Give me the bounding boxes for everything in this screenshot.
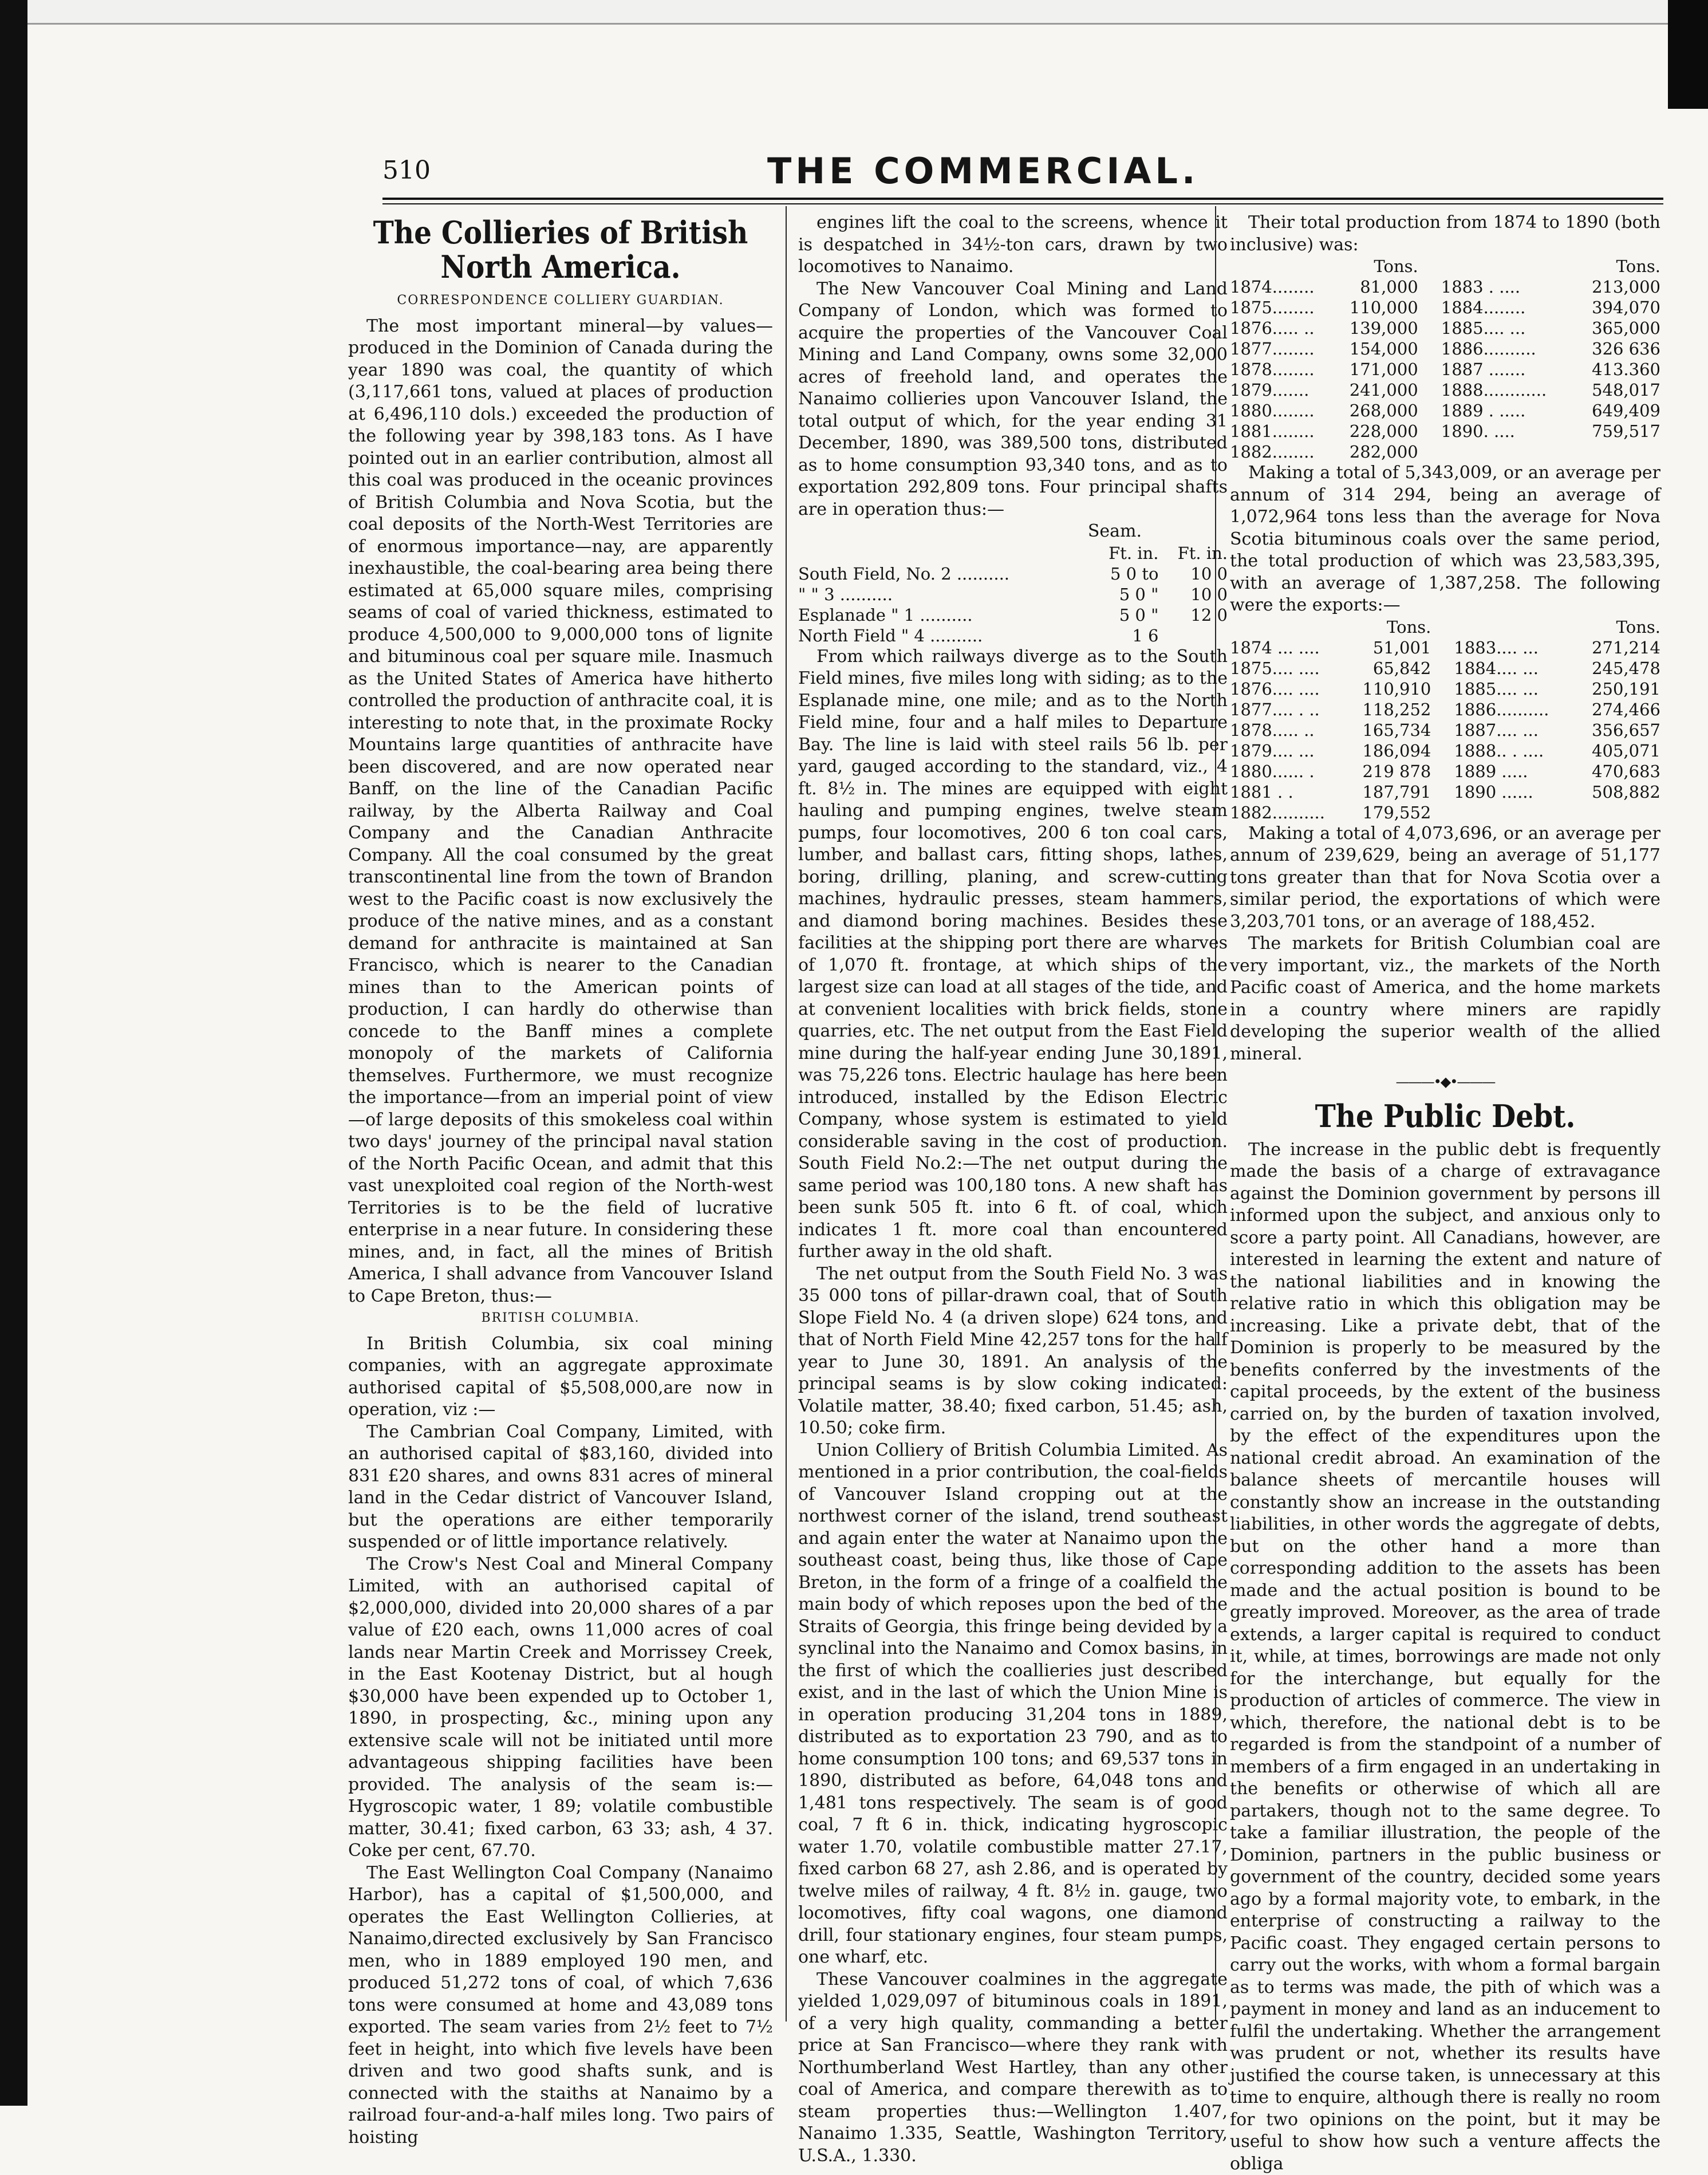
table-cell: 1874........ bbox=[1230, 277, 1334, 297]
table-cell: 171,000 bbox=[1334, 359, 1418, 380]
table-header: Tons. bbox=[1347, 617, 1431, 637]
scan-top-edge bbox=[27, 0, 1668, 25]
table-cell: 219 878 bbox=[1347, 761, 1431, 782]
table-header bbox=[1431, 617, 1576, 637]
table-row bbox=[1230, 761, 1660, 782]
table-row bbox=[1230, 359, 1660, 380]
section-ornament: ———•◆•——— bbox=[1230, 1071, 1660, 1093]
scan-left-edge bbox=[0, 0, 27, 2106]
table-header bbox=[798, 543, 1090, 564]
table-header bbox=[1230, 617, 1347, 637]
header-rule-thin bbox=[382, 203, 1663, 204]
table-cell: 1880...... . bbox=[1230, 761, 1347, 782]
table-cell: 1886.......... bbox=[1418, 338, 1576, 359]
table-row bbox=[1230, 297, 1660, 318]
header-rule-thick bbox=[382, 198, 1663, 200]
scan-right-edge bbox=[1668, 0, 1708, 109]
column-divider-1 bbox=[786, 206, 787, 2022]
table-cell: 110,000 bbox=[1334, 297, 1418, 318]
table-cell: 1887.... ... bbox=[1431, 720, 1576, 740]
table-cell: 1884.... ... bbox=[1431, 658, 1576, 679]
seam-table-caption: Seam. bbox=[798, 521, 1228, 543]
table-cell: 228,000 bbox=[1334, 421, 1418, 442]
table-row bbox=[798, 584, 1228, 605]
table-header-row bbox=[1230, 617, 1660, 637]
table-cell: 1878........ bbox=[1230, 359, 1334, 380]
table-row bbox=[798, 564, 1228, 584]
table-cell: 1879.... ... bbox=[1230, 740, 1347, 761]
paragraph: These Vancouver coalmines in the aggregate yielded 1,029,097 of bituminous coals in 1891, of a very high quality, commanding a better price at San Francisco—where they rank with Northumberland West Hartley, than any other coal of America, and compare therewith as to steam properties thus:—Wellington 1.407, Nanaimo 1.335, Seattle, Washington Territory, U.S.A., 1.330. bbox=[798, 1969, 1228, 2168]
table-cell: 759,517 bbox=[1576, 421, 1660, 442]
table-cell: 179,552 bbox=[1347, 802, 1431, 823]
table-cell: 1889 ..... bbox=[1431, 761, 1576, 782]
table-cell: 394,070 bbox=[1576, 297, 1660, 318]
table-cell: 1890 ...... bbox=[1431, 782, 1576, 802]
table-cell: 548,017 bbox=[1576, 380, 1660, 400]
table-cell: 245,478 bbox=[1576, 658, 1660, 679]
table-cell: 1883.... ... bbox=[1431, 637, 1576, 658]
table-row bbox=[1230, 740, 1660, 761]
paragraph: The most important mineral—by values—produced in the Dominion of Canada during the year 1890 was coal, the quantity of which (3,117,661 tons, valued at places of production at 6,496,110 dols.) exceeded the production of the following year by 398,183 tons. As I have pointed out in an earlier contribution, almost all this coal was produced in the oceanic provinces of British Columbia and Nova Scotia, but the coal deposits of the North-West Territories are of enormous importance—nay, are apparently inexhaustible, the coal-bearing area being there estimated at 65,000 square miles, comprising seams of coal of varied thickness, estimated to produce 4,500,000 to 9,000,000 tons of lignite and bituminous coal per square mile. Inasmuch as the United States of America have hitherto controlled the production of anthracite coal, it is interesting to note that, in the proximate Rocky Mountains large quantities of anthracite have been discovered, and are now operated near Banff, on the line of the Canadian Pacific railway, by the Alberta Railway and Coal Company and the Canadian Anthracite Company. All the coal consumed by the great transcontinental line from the town of Brandon west to the Pacific coast is now exclusively the produce of the native mines, and as a constant demand for anthracite is maintained at San Francisco, which is nearer to the Canadian mines than to the American points of production, I can hardly do otherwise than concede to the Banff mines a complete monopoly of the markets of California themselves. Furthermore, we must recognize the importance—from an imperial point of view—of large deposits of this smokeless coal within two days' journey of the principal naval station of the North Pacific Ocean, and admit that this vast unexploited coal region of the North-west Territories is to be the field of lucrative enterprise in a near future. In considering these mines, and, in fact, all the mines of British America, I shall advance from Vancouver Island to Cape Breton, thus:— bbox=[348, 316, 773, 1308]
table-cell: 1887 ....... bbox=[1418, 359, 1576, 380]
table-header: Ft. in. bbox=[1158, 543, 1228, 564]
table-cell: 470,683 bbox=[1576, 761, 1660, 782]
table-cell: 365,000 bbox=[1576, 318, 1660, 338]
table-row bbox=[798, 625, 1228, 646]
table-header: Tons. bbox=[1334, 256, 1418, 277]
table-cell: 268,000 bbox=[1334, 400, 1418, 421]
table-row bbox=[798, 605, 1228, 625]
table-row bbox=[1230, 802, 1660, 823]
table-cell: 1883 . .... bbox=[1418, 277, 1576, 297]
table-cell: South Field, No. 2 .......... bbox=[798, 564, 1090, 584]
paragraph: The Cambrian Coal Company, Limited, with an authorised capital of $83,160, divided into 831 £20 shares, and owns 831 acres of mineral land in the Cedar district of Vancouver Island, but the operations are either temporarily suspended or of little importance relatively. bbox=[348, 1421, 773, 1554]
table-cell: " " 3 .......... bbox=[798, 584, 1090, 605]
table-cell: 405,071 bbox=[1576, 740, 1660, 761]
table-cell: 186,094 bbox=[1347, 740, 1431, 761]
table-cell: 1880........ bbox=[1230, 400, 1334, 421]
table-row bbox=[1230, 442, 1660, 462]
table-cell: 5 0 to bbox=[1090, 564, 1159, 584]
table-row bbox=[1230, 318, 1660, 338]
table-cell: 326 636 bbox=[1576, 338, 1660, 359]
table-row bbox=[1230, 782, 1660, 802]
table-row bbox=[1230, 679, 1660, 699]
article-byline: CORRESPONDENCE COLLIERY GUARDIAN. bbox=[348, 290, 773, 312]
table-cell: 10 0 bbox=[1158, 564, 1228, 584]
section-subhead: BRITISH COLUMBIA. bbox=[348, 1307, 773, 1330]
table-cell: 213,000 bbox=[1576, 277, 1660, 297]
masthead: THE COMMERCIAL. bbox=[767, 150, 1199, 192]
table-row bbox=[1230, 338, 1660, 359]
paragraph: The Crow's Nest Coal and Mineral Company Limited, with an authorised capital of $2,000,000, divided into 20,000 shares of a par value of £20 each, owns 11,000 acres of coal lands near Martin Creek and Morrissey Creek, in the East Kootenay District, but al hough $30,000 have been expended up to October 1, 1890, in prospecting, &c., mining upon any extensive scale will not be initiated until more advantageous shipping facilities have been provided. The analysis of the seam is:—Hygroscopic water, 1 89; volatile combustible matter, 30.41; fixed carbon, 63 33; ash, 4 37. Coke per cent, 67.70. bbox=[348, 1554, 773, 1862]
table-cell: 5 0 " bbox=[1090, 584, 1159, 605]
table-header: Ft. in. bbox=[1090, 543, 1159, 564]
table-row bbox=[1230, 658, 1660, 679]
table-cell bbox=[1418, 442, 1576, 462]
paragraph: In British Columbia, six coal mining companies, with an aggregate approximate authorised capital of $5,508,000,are now in operation, viz :— bbox=[348, 1333, 773, 1421]
table-cell: 1889 . ..... bbox=[1418, 400, 1576, 421]
table-row bbox=[1230, 699, 1660, 720]
table-cell: 1886.......... bbox=[1431, 699, 1576, 720]
paragraph: The increase in the public debt is frequently made the basis of a charge of extravagance against the Dominion government by persons ill informed upon the subject, and anxious only to score a party point. All Canadians, however, are interested in learning the extent and nature of the national liabilities and in knowing the relative ratio in which this obligation may be increasing. Like a private debt, that of the Dominion is properly to be measured by the benefits conferred by the investments of the capital proceeds, by the extent of the business carried on, by the burden of taxation involved, by the effect of the expenditures upon the national credit abroad. An examination of the balance sheets of mercantile houses will constantly show an increase in the outstanding liabilities, in other words the aggregate of debts, but on the other hand a more than corresponding addition to the assets has been made and the actual position is bound to be greatly improved. Moreover, as the area of trade extends, a larger capital is required to conduct it, while, at times, borrowings are made not only for the interchange, but equally for the production of articles of commerce. The view in which, therefore, the national debt is to be regarded is from the standpoint of a number of members of a firm engaged in an undertaking in the benefits or otherwise of which all are partakers, though not to the same degree. To take a familiar illustration, the people of the Dominion, partners in the public business or government of the country, decided some years ago by a formal majority vote, to embark, in the enterprise of constructing a railway to the Pacific coast. They engaged certain persons to carry out the works, with whom a formal bargain as to terms was made, the pith of which was a payment in money and land as an inducement to fulfil the undertaking. Whether the arrangement was prudent or not, whether its results have justified the course taken, is unnecessary at this time to enquire, although there is really no room for two opinions on the point, but it may be useful to show how such a venture affects the obliga bbox=[1230, 1139, 1660, 2175]
table-cell: 1874 ... .... bbox=[1230, 637, 1347, 658]
column-1 bbox=[348, 212, 773, 2027]
paragraph: Union Colliery of British Columbia Limited. As mentioned in a prior contribution, the coal-fields of Vancouver Island cropping out at the northwest corner of the island, trend southeast and again enter the water at Nanaimo upon the southeast coast, being thus, like those of Cape Breton, in the form of a fringe of a coalfield the main body of which reposes upon the bed of the Straits of Georgia, this fringe being devided by a synclinal into the Nanaimo and Comox basins, in the first of which the coallieries just described exist, and in the last of which the Union Mine is in operation producing 31,204 tons in 1889, distributed as to exportation 23 790, and as to home consumption 100 tons; and 69,537 tons in 1890, distributed as before, 64,048 tons and 1,481 tons respectively. The seam is of good coal, 7 ft 6 in. thick, indicating hygroscopic water 1.70, volatile combustible matter 27.17, fixed carbon 68 27, ash 2.86, and is operated by twelve miles of railway, 4 ft. 8½ in. gauge, two locomotives, fifty coal wagons, one diamond drill, four stationary engines, four steam pumps, one wharf, etc. bbox=[798, 1440, 1228, 1969]
table-cell: 1877........ bbox=[1230, 338, 1334, 359]
table-cell: North Field " 4 .......... bbox=[798, 625, 1090, 646]
table-cell: 271,214 bbox=[1576, 637, 1660, 658]
paragraph: Making a total of 5,343,009, or an average per annum of 314 294, being an average of 1,072,964 tons less than the average for Nova Scotia bituminous coals over the same period, the total production of which was 23,583,395, with an average of 1,387,258. The following were the exports:— bbox=[1230, 462, 1660, 617]
table-row bbox=[1230, 277, 1660, 297]
table-row bbox=[1230, 637, 1660, 658]
table-cell: Esplanade " 1 .......... bbox=[798, 605, 1090, 625]
table-cell: 1890. .... bbox=[1418, 421, 1576, 442]
table-cell: 241,000 bbox=[1334, 380, 1418, 400]
table-header-row bbox=[798, 543, 1228, 564]
article-title-collieries: The Collieries of British North America. bbox=[348, 215, 773, 284]
table-cell bbox=[1158, 625, 1228, 646]
table-cell: 10 0 bbox=[1158, 584, 1228, 605]
table-row bbox=[1230, 380, 1660, 400]
table-cell: 508,882 bbox=[1576, 782, 1660, 802]
column-2 bbox=[798, 212, 1228, 2027]
table-cell: 1875.... .... bbox=[1230, 658, 1347, 679]
table-header bbox=[1230, 256, 1334, 277]
table-cell: 118,252 bbox=[1347, 699, 1431, 720]
table-cell bbox=[1576, 802, 1660, 823]
table-cell: 1882........ bbox=[1230, 442, 1334, 462]
table-cell: 5 0 " bbox=[1090, 605, 1159, 625]
table-cell: 1876..... .. bbox=[1230, 318, 1334, 338]
column-3 bbox=[1230, 212, 1660, 2027]
table-row bbox=[1230, 421, 1660, 442]
table-cell: 65,842 bbox=[1347, 658, 1431, 679]
table-cell: 1885.... ... bbox=[1418, 318, 1576, 338]
table-header-row bbox=[1230, 256, 1660, 277]
table-cell bbox=[1431, 802, 1576, 823]
table-cell: 1878..... .. bbox=[1230, 720, 1347, 740]
paragraph: Making a total of 4,073,696, or an average per annum of 239,629, being an average of 51,177 tons greater than that for Nova Scotia over a similar period, the exportations of which were 3,203,701 tons, or an average of 188,452. bbox=[1230, 823, 1660, 933]
table-cell: 1882.......... bbox=[1230, 802, 1347, 823]
table-cell: 187,791 bbox=[1347, 782, 1431, 802]
table-header: Tons. bbox=[1576, 256, 1660, 277]
table-cell: 1877.... . .. bbox=[1230, 699, 1347, 720]
table-cell: 139,000 bbox=[1334, 318, 1418, 338]
table-cell: 12 0 bbox=[1158, 605, 1228, 625]
table-cell: 1881 . . bbox=[1230, 782, 1347, 802]
table-cell: 250,191 bbox=[1576, 679, 1660, 699]
page-number: 510 bbox=[382, 156, 431, 185]
table-cell: 274,466 bbox=[1576, 699, 1660, 720]
table-header: Tons. bbox=[1576, 617, 1660, 637]
article-title-public-debt: The Public Debt. bbox=[1230, 1099, 1660, 1133]
table-cell: 356,657 bbox=[1576, 720, 1660, 740]
exports-table bbox=[1230, 617, 1660, 823]
table-cell: 282,000 bbox=[1334, 442, 1418, 462]
table-header bbox=[1418, 256, 1576, 277]
paragraph: The New Vancouver Coal Mining and Land Company of London, which was formed to acquire the properties of the Vancouver Coal Mining and Land Company, owns some 32,000 acres of freehold land, and operates the Nanaimo collieries upon Vancouver Island, the total output of which, for the year ending 31 December, 1890, was 389,500 tons, distributed as to home consumption 93,340 tons, and as to exportation 292,809 tons. Four principal shafts are in operation thus:— bbox=[798, 278, 1228, 521]
table-cell: 1884........ bbox=[1418, 297, 1576, 318]
table-cell: 1888............ bbox=[1418, 380, 1576, 400]
paragraph: From which railways diverge as to the South Field mines, five miles long with siding; as to the Esplanade mine, one mile; and as to the North Field mine, four and a half miles to Departure Bay. The line is laid with steel rails 56 lb. per yard, gauged according to the standard, viz., 4 ft. 8½ in. The mines are equipped with eight hauling and pumping engines, twelve steam pumps, four locomotives, 200 6 ton coal cars, lumber, and ballast cars, fitting shops, lathes, boring, drilling, planing, and screw-cutting machines, hydraulic presses, steam hammers, and diamond boring machines. Besides these facilities at the shipping port there are wharves of 1,070 ft. frontage, at which ships of the largest size can load at all stages of the tide, and at convenient localities with brick fields, stone quarries, etc. The net output from the East Field mine during the half-year ending June 30,1891, was 75,226 tons. Electric haulage has here been introduced, installed by the Edison Electric Company, whose system is estimated to yield considerable saving in the cost of production. South Field No.2:—The net output during the same period was 100,180 tons. A new shaft has been sunk 505 ft. into 6 ft. of coal, which indicates 1 ft. more coal than encountered further away in the old shaft. bbox=[798, 646, 1228, 1263]
table-cell: 154,000 bbox=[1334, 338, 1418, 359]
table-cell: 1 6 bbox=[1090, 625, 1159, 646]
table-cell: 1876.... .... bbox=[1230, 679, 1347, 699]
paragraph: The net output from the South Field No. 3 was 35 000 tons of pillar-drawn coal, that of South Slope Field No. 4 (a driven slope) 624 tons, and that of North Field Mine 42,257 tons for the half year to June 30, 1891. An analysis of the principal seams is by slow coking indicated: Volatile matter, 38.40; fixed carbon, 51.45; ash, 10.50; coke firm. bbox=[798, 1263, 1228, 1440]
table-cell: 649,409 bbox=[1576, 400, 1660, 421]
table-cell: 1888.. . .... bbox=[1431, 740, 1576, 761]
table-cell: 51,001 bbox=[1347, 637, 1431, 658]
table-cell: 81,000 bbox=[1334, 277, 1418, 297]
paragraph: Their total production from 1874 to 1890 (both inclusive) was: bbox=[1230, 212, 1660, 256]
paragraph: The East Wellington Coal Company (Nanaimo Harbor), has a capital of $1,500,000, and operates the East Wellington Collieries, at Nanaimo,directed exclusively by San Francisco men, who in 1889 employed 190 men, and produced 51,272 tons of coal, of which 7,636 tons were consumed at home and 43,089 tons exported. The seam varies from 2½ feet to 7½ feet in height, into which five levels have been driven and two good shafts sunk, and is connected with the staiths at Nanaimo by a railroad four-and-a-half miles long. Two pairs of hoisting bbox=[348, 1862, 773, 2149]
table-cell: 413.360 bbox=[1576, 359, 1660, 380]
seam-table bbox=[798, 543, 1228, 646]
table-row bbox=[1230, 720, 1660, 740]
paragraph: engines lift the coal to the screens, whence it is despatched in 34½-ton cars, drawn by two locomotives to Nanaimo. bbox=[798, 212, 1228, 278]
table-row bbox=[1230, 400, 1660, 421]
paragraph: The markets for British Columbian coal are very important, viz., the markets of the North Pacific coast of America, and the home markets in a country where miners are rapidly developing the superior wealth of the allied mineral. bbox=[1230, 933, 1660, 1065]
table-cell: 1881........ bbox=[1230, 421, 1334, 442]
table-cell: 165,734 bbox=[1347, 720, 1431, 740]
production-table bbox=[1230, 256, 1660, 462]
table-cell: 1885.... ... bbox=[1431, 679, 1576, 699]
table-cell: 110,910 bbox=[1347, 679, 1431, 699]
table-cell: 1879....... bbox=[1230, 380, 1334, 400]
table-cell bbox=[1576, 442, 1660, 462]
table-cell: 1875........ bbox=[1230, 297, 1334, 318]
